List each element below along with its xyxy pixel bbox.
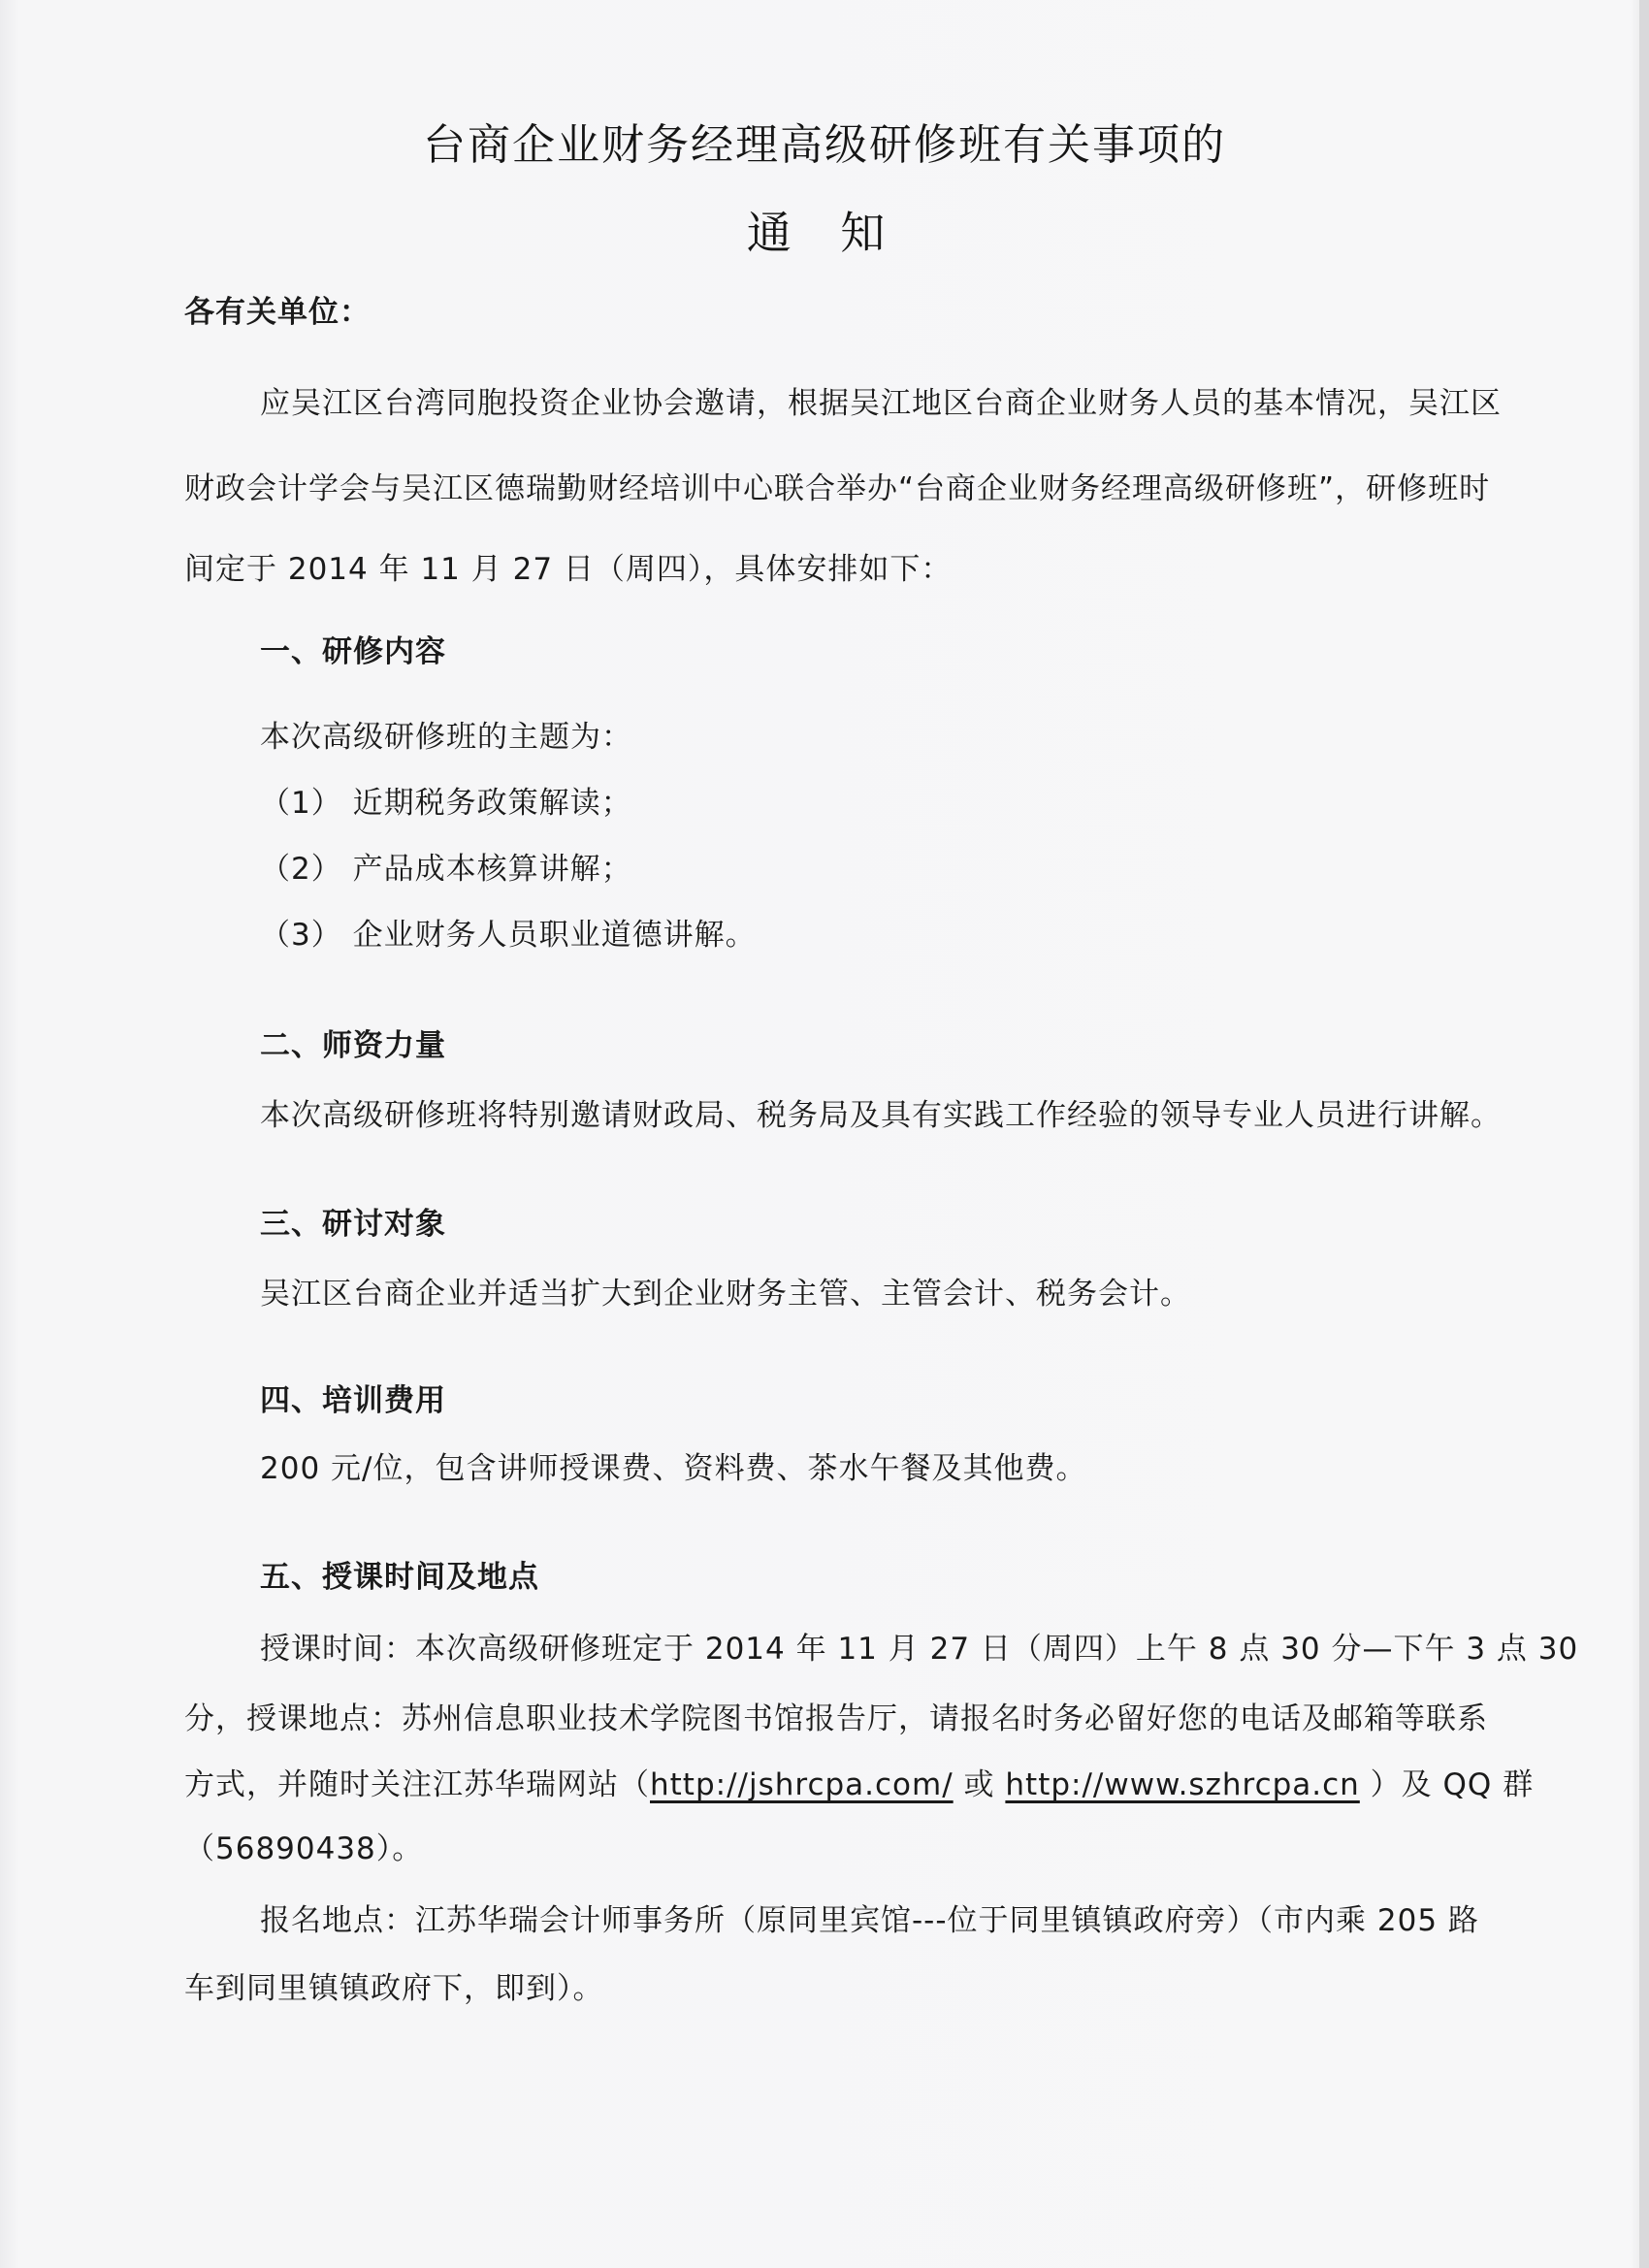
section3-body: 吴江区台商企业并适当扩大到企业财务主管、主管会计、税务会计。 xyxy=(260,1277,1191,1312)
section1-item-1: （1） 近期税务政策解读； xyxy=(260,786,632,821)
scan-edge xyxy=(1639,0,1649,2268)
link-separator: 或 xyxy=(953,1767,1006,1802)
document-title-notice: 通 知 xyxy=(746,207,903,259)
section5-time-line-1: 授课时间：本次高级研修班定于 2014 年 11 月 27 日（周四）上午 8 点 30 分—下午 3 点 30 xyxy=(260,1632,1579,1667)
registration-line-1: 报名地点：江苏华瑞会计师事务所（原同里宾馆---位于同里镇镇政府旁）（市内乘 205 路 xyxy=(260,1903,1479,1938)
qq-group-number: （56890438）。 xyxy=(184,1831,424,1866)
section1-heading: 一、研修内容 xyxy=(260,634,446,669)
section2-heading: 二、师资力量 xyxy=(260,1028,446,1063)
section5-heading: 五、授课时间及地点 xyxy=(260,1560,539,1595)
section4-body: 200 元/位，包含讲师授课费、资料费、茶水午餐及其他费。 xyxy=(260,1451,1087,1486)
website-link-szhrcpa[interactable]: http://www.szhrcpa.cn xyxy=(1005,1767,1360,1802)
qq-group-label: ）及 QQ 群 xyxy=(1359,1767,1535,1802)
section3-heading: 三、研讨对象 xyxy=(260,1207,446,1242)
registration-line-2: 车到同里镇镇政府下，即到）。 xyxy=(184,1971,604,2006)
intro-line-2: 财政会计学会与吴江区德瑞勤财经培训中心联合举办“台商企业财务经理高级研修班”，研修班时 xyxy=(184,471,1491,506)
section1-item-2: （2） 产品成本核算讲解； xyxy=(260,852,632,887)
website-lead-text: 方式，并随时关注江苏华瑞网站（ xyxy=(184,1767,650,1802)
website-link-jshrcpa[interactable]: http://jshrcpa.com/ xyxy=(650,1767,954,1802)
salutation: 各有关单位： xyxy=(184,295,371,330)
section5-time-line-3 xyxy=(184,1766,1534,1804)
intro-line-3: 间定于 2014 年 11 月 27 日（周四），具体安排如下： xyxy=(184,552,953,587)
section1-lead: 本次高级研修班的主题为： xyxy=(260,720,632,755)
section2-body: 本次高级研修班将特别邀请财政局、税务局及具有实践工作经验的领导专业人员进行讲解。 xyxy=(260,1098,1502,1133)
intro-line-1: 应吴江区台湾同胞投资企业协会邀请，根据吴江地区台商企业财务人员的基本情况，吴江区 xyxy=(260,386,1502,421)
section1-item-3: （3） 企业财务人员职业道德讲解。 xyxy=(260,918,757,953)
section5-time-line-2: 分，授课地点：苏州信息职业技术学院图书馆报告厅，请报名时务必留好您的电话及邮箱等联系 xyxy=(184,1701,1488,1736)
section4-heading: 四、培训费用 xyxy=(260,1383,446,1418)
document-title: 台商企业财务经理高级研修班有关事项的 xyxy=(423,120,1226,170)
